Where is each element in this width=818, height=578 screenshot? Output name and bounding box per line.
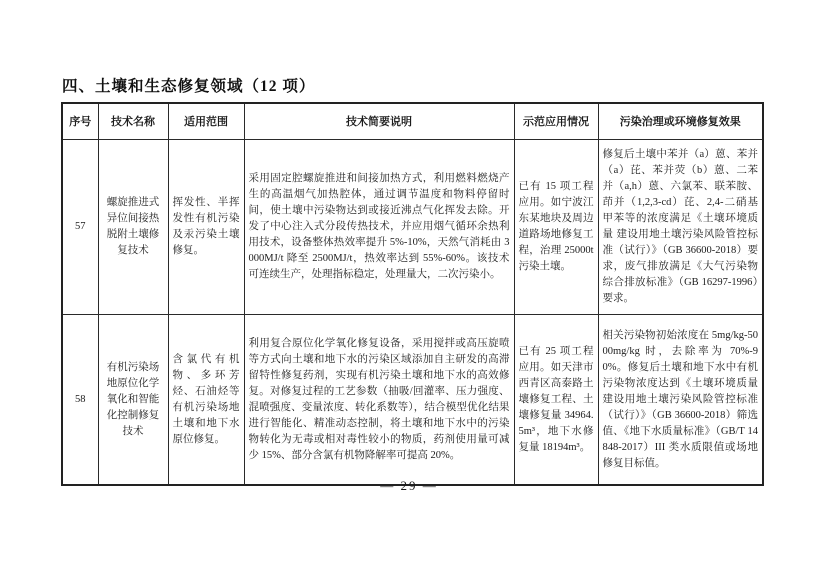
cell-applicable-scope: 挥发性、半挥发性有机污染及汞污染土壤修复。 bbox=[168, 140, 244, 315]
header-brief-description: 技术简要说明 bbox=[244, 103, 514, 140]
header-serial-number: 序号 bbox=[62, 103, 98, 140]
cell-applicable-scope: 含氯代有机物、多环芳烃、石油烃等有机污染场地土壤和地下水原位修复。 bbox=[168, 315, 244, 486]
cell-remediation-effect: 修复后土壤中苯并（a）蒽、苯并（a）芘、苯并荧（b）蒽、二苯并（a,h）蒽、六氯苯、联苯胺、茚并（1,2,3-cd）芘、2,4-二硝基甲苯等的浓度满足《土壤环境质量 建设用地土壤污染风险管控标准（试行）》（GB 36600-2018）要求，废气排放满足《大气污染物综合排放标准》（GB 16297-1996）要求。 bbox=[598, 140, 763, 315]
cell-technology-name: 螺旋推进式异位间接热脱附土壤修复技术 bbox=[98, 140, 168, 315]
header-technology-name: 技术名称 bbox=[98, 103, 168, 140]
cell-brief-description: 采用固定腔螺旋推进和间接加热方式，利用燃料燃烧产生的高温烟气加热腔体，通过调节温度和物料停留时间，使土壤中污染物达到或接近沸点气化挥发去除。开发了中心注入式分段传热技术，并应用烟气循环余热利用技术，设备整体热效率提升 5%-10%，天然气消耗由 3000MJ/t 降至 2500MJ/t，热效率达到 55%-60%。该技术可连续生产，处理指标稳定，处理量大，二次污染小。 bbox=[244, 140, 514, 315]
table-row bbox=[62, 315, 763, 486]
header-remediation-effect: 污染治理或环境修复效果 bbox=[598, 103, 763, 140]
table-header-row bbox=[62, 103, 763, 140]
cell-serial-number: 58 bbox=[62, 315, 98, 486]
table-row bbox=[62, 140, 763, 315]
cell-brief-description: 利用复合原位化学氧化修复设备，采用搅拌或高压旋喷等方式向土壤和地下水的污染区域添加自主研发的高滞留特性修复药剂，实现有机污染土壤和地下水的高效修复。对修复过程的工艺参数（抽吸/回灌率、压力强度、混喷强度、变量浓度、转化系数等），结合模型优化结果进行智能化、精准动态控制，将土壤和地下水中的污染物转化为无毒或相对毒性较小的物质，药剂使用量可减少 15%、部分含氯有机物降解率可提高 20%。 bbox=[244, 315, 514, 486]
cell-technology-name: 有机污染场地原位化学氧化和智能化控制修复技术 bbox=[98, 315, 168, 486]
cell-demonstration-application: 已有 25 项工程应用。如天津市西青区高泰路土壤修复工程、土壤修复量 34964.5m³，地下水修复量 18194m³。 bbox=[514, 315, 598, 486]
cell-remediation-effect: 相关污染物初始浓度在 5mg/kg-5000mg/kg 时，去除率为 70%-90%。修复后土壤和地下水中有机污染物浓度达到《土壤环境质量 建设用地土壤污染风险管控标准（试行）》（GB 36600-2018）筛选值、《地下水质量标准》（GB/T 14848-2017）III 类水质限值或场地修复目标值。 bbox=[598, 315, 763, 486]
cell-serial-number: 57 bbox=[62, 140, 98, 315]
section-title: 四、土壤和生态修复领域（12 项） bbox=[62, 78, 316, 95]
header-demonstration-application: 示范应用情况 bbox=[514, 103, 598, 140]
cell-demonstration-application: 已有 15 项工程应用。如宁波江东某地块及周边道路场地修复工程，治理 25000t 污染土壤。 bbox=[514, 140, 598, 315]
page-number: — 29 — bbox=[380, 478, 438, 493]
header-applicable-scope: 适用范围 bbox=[168, 103, 244, 140]
technology-table bbox=[61, 102, 764, 486]
